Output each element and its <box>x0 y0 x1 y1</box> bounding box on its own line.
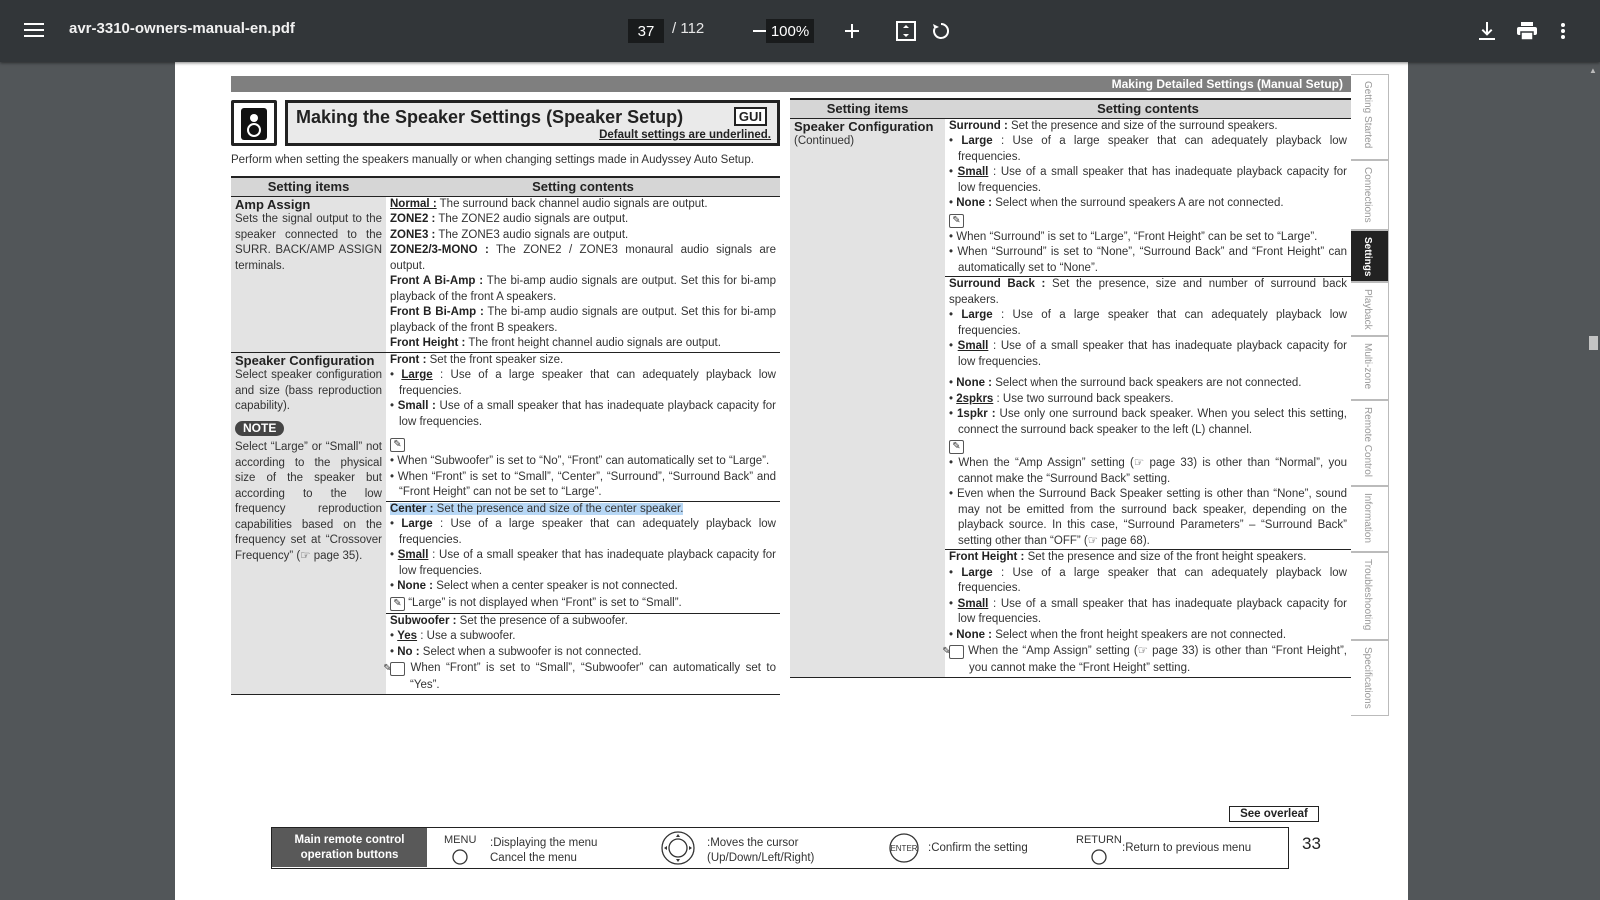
rotate-icon[interactable] <box>930 20 952 42</box>
setting-item-amp-assign: Amp Assign Sets the signal output to the speaker connected to the SURR. BACK/AMP ASSIGN terminals. <box>231 196 386 352</box>
pdf-toolbar <box>0 0 1600 62</box>
setting-contents-center: Center : Set the presence and size of the center speaker. • Large : Use of a large speaker that can adequately playback low frequencies. • Small : Use of a small speaker that has inadequate playback capacity for low frequencies. • None : Select when a center speaker is not connected. ✎ “Large” is not displayed when “Front” is set to “Small”. <box>386 501 780 613</box>
scroll-thumb[interactable] <box>1589 336 1598 350</box>
svg-text:ENTER: ENTER <box>890 844 918 853</box>
enter-description: :Confirm the setting <box>928 842 1028 854</box>
cursor-description: :Moves the cursor (Up/Down/Left/Right) <box>707 837 815 864</box>
zoom-level-input[interactable]: 100% <box>766 19 814 43</box>
fit-page-icon[interactable] <box>895 20 917 42</box>
setting-contents-front-height: Front Height : Set the presence and size of the front height speakers. • Large : Use of a large speaker that can adequately playback low frequencies. • Small : Use of a small speaker that has inadequate playback capacity for low frequencies. • None : Select when the front height speakers are not connected. ✎ When the “Amp Assign” setting (☞ page 33) is other than “Front Height”, you cannot make the “Front Height” setting. <box>945 550 1351 678</box>
pencil-note-icon: ✎ <box>390 438 405 452</box>
setting-contents-surround: Surround : Set the presence and size of the surround speakers. • Large : Use of a large speaker that can adequately playback low frequencies. • Small : Use of a small speaker that has inadequate playback capacity for low frequencies. • None : Select when the surround speakers A are not connected. ✎ • When “Surround” is set to “Large”, “Front Height” can be set to “Large”. • When “Surround” is set to “None”, “Surround Back” and “Front Height” can automatically set to “None”. <box>945 118 1351 277</box>
settings-table-left <box>231 176 780 695</box>
zoom-in-button[interactable] <box>842 20 862 42</box>
vertical-scrollbar[interactable] <box>1586 62 1600 900</box>
see-overleaf-label: See overleaf <box>1229 806 1319 822</box>
tab-information[interactable]: Information <box>1351 486 1389 552</box>
print-icon[interactable] <box>1516 20 1538 42</box>
table-row <box>231 196 780 352</box>
menu-button-description: :Displaying the menu Cancel the menu <box>490 837 598 864</box>
page-number-input[interactable]: 37 <box>628 19 664 43</box>
section-title: Making the Speaker Settings (Speaker Setup) <box>296 107 684 127</box>
menu-button-key: MENU <box>444 833 476 871</box>
pencil-note-icon: ✎ <box>949 645 964 659</box>
intro-text: Perform when setting the speakers manually or when changing settings made in Audyssey Auto Setup. <box>231 154 754 166</box>
printed-page-number: 33 <box>1302 834 1321 853</box>
pencil-note-icon: ✎ <box>949 440 964 454</box>
settings-table-right <box>790 98 1351 678</box>
pdf-page <box>175 62 1408 900</box>
table-row <box>790 118 1351 277</box>
download-icon[interactable] <box>1476 20 1498 42</box>
tab-multi-zone[interactable]: Multi-zone <box>1351 336 1389 400</box>
scroll-up-icon[interactable]: ▲ <box>1589 66 1597 75</box>
tab-getting-started[interactable]: Getting Started <box>1351 74 1389 160</box>
column-header-items: Setting items <box>231 177 386 196</box>
setting-contents-surround-back: Surround Back : Set the presence, size and number of surround back speakers. • Large : Use of a large speaker that can adequately playback low frequencies. • Small : Use of a small speaker that has inadequate playback capacity for low frequencies. • None : Select when the surround back speakers are not connected. • 2spkrs : Use two surround back speakers. • 1spkr : Use only one surround back speaker. When you select this setting, connect the surround back speaker to the left (L) channel. ✎ • When the “Amp Assign” setting (☞ page 33) is other than “Normal”, you cannot make the “Surround Back” setting. • Even when the Surround Back Speaker setting is other than “None”, sound may not be emitted from the surround back speaker, depending on the playback source. In this case, “Surround Parameters” – “Surround Back” setting other than “OFF” (☞ page 68). <box>945 277 1351 550</box>
tab-settings[interactable]: Settings <box>1351 230 1389 282</box>
return-description: :Return to previous menu <box>1122 842 1252 854</box>
note-badge: NOTE <box>235 421 284 437</box>
tab-playback[interactable]: Playback <box>1351 282 1389 336</box>
table-row <box>231 352 780 501</box>
selected-text: Set the presence and size of the center speaker. <box>433 502 684 515</box>
speaker-setup-icon <box>231 100 277 146</box>
enter-button-icon <box>888 832 920 869</box>
tab-connections[interactable]: Connections <box>1351 160 1389 230</box>
setting-contents-front: Front : Set the front speaker size. • Large : Use of a large speaker that can adequately playback low frequencies. • Small : Use of a small speaker that has inadequate playback capacity for low frequencies. ✎ • When “Subwoofer” is set to “No”, “Front” can automatically set to “Large”. • When “Front” is set to “Small”, “Center”, “Surround”, “Surround Back” and “Front Height” can not be set to “Large”. <box>386 352 780 501</box>
setting-contents-subwoofer: Subwoofer : Set the presence of a subwoofer. • Yes : Use a subwoofer. • No : Select when a subwoofer is not connected. ✎ When “Front” is set to “Small”, “Subwoofer” can automatically set to “Yes”. <box>386 613 780 694</box>
pdf-viewer[interactable] <box>0 62 1600 900</box>
page-total: / 112 <box>672 20 705 37</box>
return-button-key: RETURN <box>1076 833 1122 871</box>
column-header-contents: Setting contents <box>945 99 1351 118</box>
tab-specifications[interactable]: Specifications <box>1351 640 1389 716</box>
tab-troubleshooting[interactable]: Troubleshooting <box>1351 552 1389 640</box>
document-title: avr-3310-owners-manual-en.pdf <box>69 20 295 37</box>
default-settings-note: Default settings are underlined. <box>599 129 771 141</box>
column-header-items: Setting items <box>790 99 945 118</box>
section-title-box <box>285 100 780 146</box>
legend-label: Main remote control operation buttons <box>272 828 427 867</box>
setting-contents-amp-assign: Normal : The surround back channel audio signals are output. ZONE2 : The ZONE2 audio signals are output. ZONE3 : The ZONE3 audio signals are output. ZONE2/3-MONO : The ZONE2 / ZONE3 monaural audio signals are output. Front A Bi-Amp : The bi-amp audio signals are output. Set this for bi-amp playback of the front A speakers. Front B Bi-Amp : The bi-amp audio signals are output. Set this for bi-amp playback of the front B speakers. Front Height : The front height channel audio signals are output. <box>386 196 780 352</box>
column-header-contents: Setting contents <box>386 177 780 196</box>
gui-badge: GUI <box>734 107 767 126</box>
remote-buttons-legend <box>271 827 1289 869</box>
setting-item-speaker-config: Speaker Configuration Select speaker configuration and size (bass reproduction capability). NOTE Select “Large” or “Small” not according to the physical size of the speaker but according to the low frequency reproduction capabilities based on the frequency set at “Crossover Frequency” (☞ page 35). <box>231 352 386 694</box>
menu-icon[interactable] <box>24 20 44 40</box>
pencil-note-icon: ✎ <box>390 597 405 611</box>
pencil-note-icon: ✎ <box>949 214 964 228</box>
pencil-note-icon: ✎ <box>390 662 405 676</box>
more-options-icon[interactable] <box>1556 20 1570 42</box>
chapter-tabs <box>1351 74 1389 719</box>
section-header-bar: Making Detailed Settings (Manual Setup) <box>231 76 1351 92</box>
cursor-pad-icon <box>660 830 696 871</box>
tab-remote-control[interactable]: Remote Control <box>1351 400 1389 486</box>
setting-item-speaker-config-continued: Speaker Configuration (Continued) <box>790 118 945 677</box>
